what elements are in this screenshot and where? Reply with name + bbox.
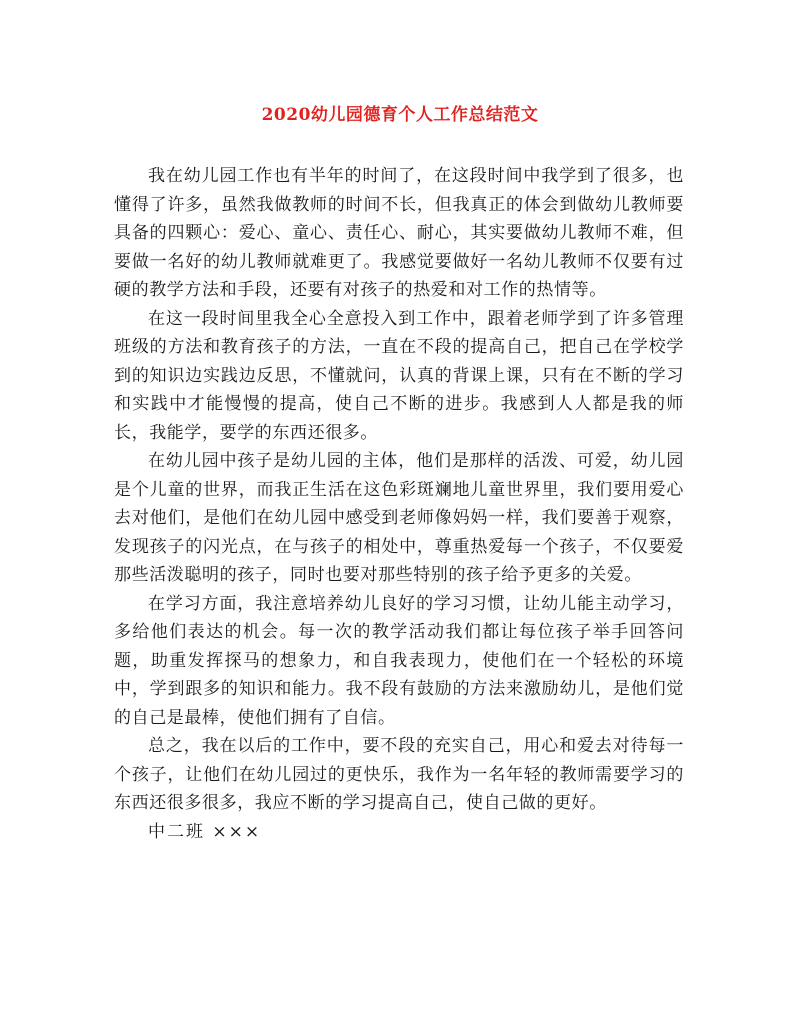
paragraph-2: 在这一段时间里我全心全意投入到工作中，跟着老师学到了许多管理班级的方法和教育孩子的方法，一直在不段的提高自己，把自己在学校学到的知识边实践边反思，不懂就问，认真的背课上课，只有在不断的学习和实践中才能慢慢的提高，使自己不断的进步。我感到人人都是我的师长，我能学，要学的东西还很多。	[114, 308, 684, 443]
paragraph-1: 我在幼儿园工作也有半年的时间了，在这段时间中我学到了很多，也懂得了许多，虽然我做教师的时间不长，但我真正的体会到做幼儿教师要具备的四颗心：爱心、童心、责任心、耐心，其实要做幼儿教师不难，但要做一名好的幼儿教师就难更了。我感觉要做好一名幼儿教师不仅要有过硬的教学方法和手段，还要有对孩子的热爱和对工作的热情等。	[114, 166, 684, 300]
document-title: 2020幼儿园德育个人工作总结范文	[261, 105, 539, 125]
paragraph-5: 总之，我在以后的工作中，要不段的充实自己，用心和爱去对待每一个孩子，让他们在幼儿园过的更快乐，我作为一名年轻的教师需要学习的东西还很多很多，我应不断的学习提高自己，使自己做的更好。	[114, 736, 684, 813]
paragraph-4: 在学习方面，我注意培养幼儿良好的学习习惯，让幼儿能主动学习，多给他们表达的机会。每一次的教学活动我们都让每位孩子举手回答问题，助重发挥探马的想象力，和自我表现力，使他们在一个轻松的环境中，学到跟多的知识和能力。我不段有鼓励的方法来激励幼儿，是他们觉的自己是最棒，使他们拥有了自信。	[114, 593, 684, 728]
document-body	[114, 162, 684, 846]
signature: 中二班 ×××	[148, 821, 262, 842]
paragraph-3: 在幼儿园中孩子是幼儿园的主体，他们是那样的活泼、可爱，幼儿园是个儿童的世界，而我正生活在这色彩斑斓地儿童世界里，我们要用爱心去对他们，是他们在幼儿园中感受到老师像妈妈一样，我们要善于观察，发现孩子的闪光点，在与孩子的相处中，尊重热爱每一个孩子，不仅要爱那些活泼聪明的孩子，同时也要对那些特别的孩子给予更多的关爱。	[114, 451, 684, 585]
